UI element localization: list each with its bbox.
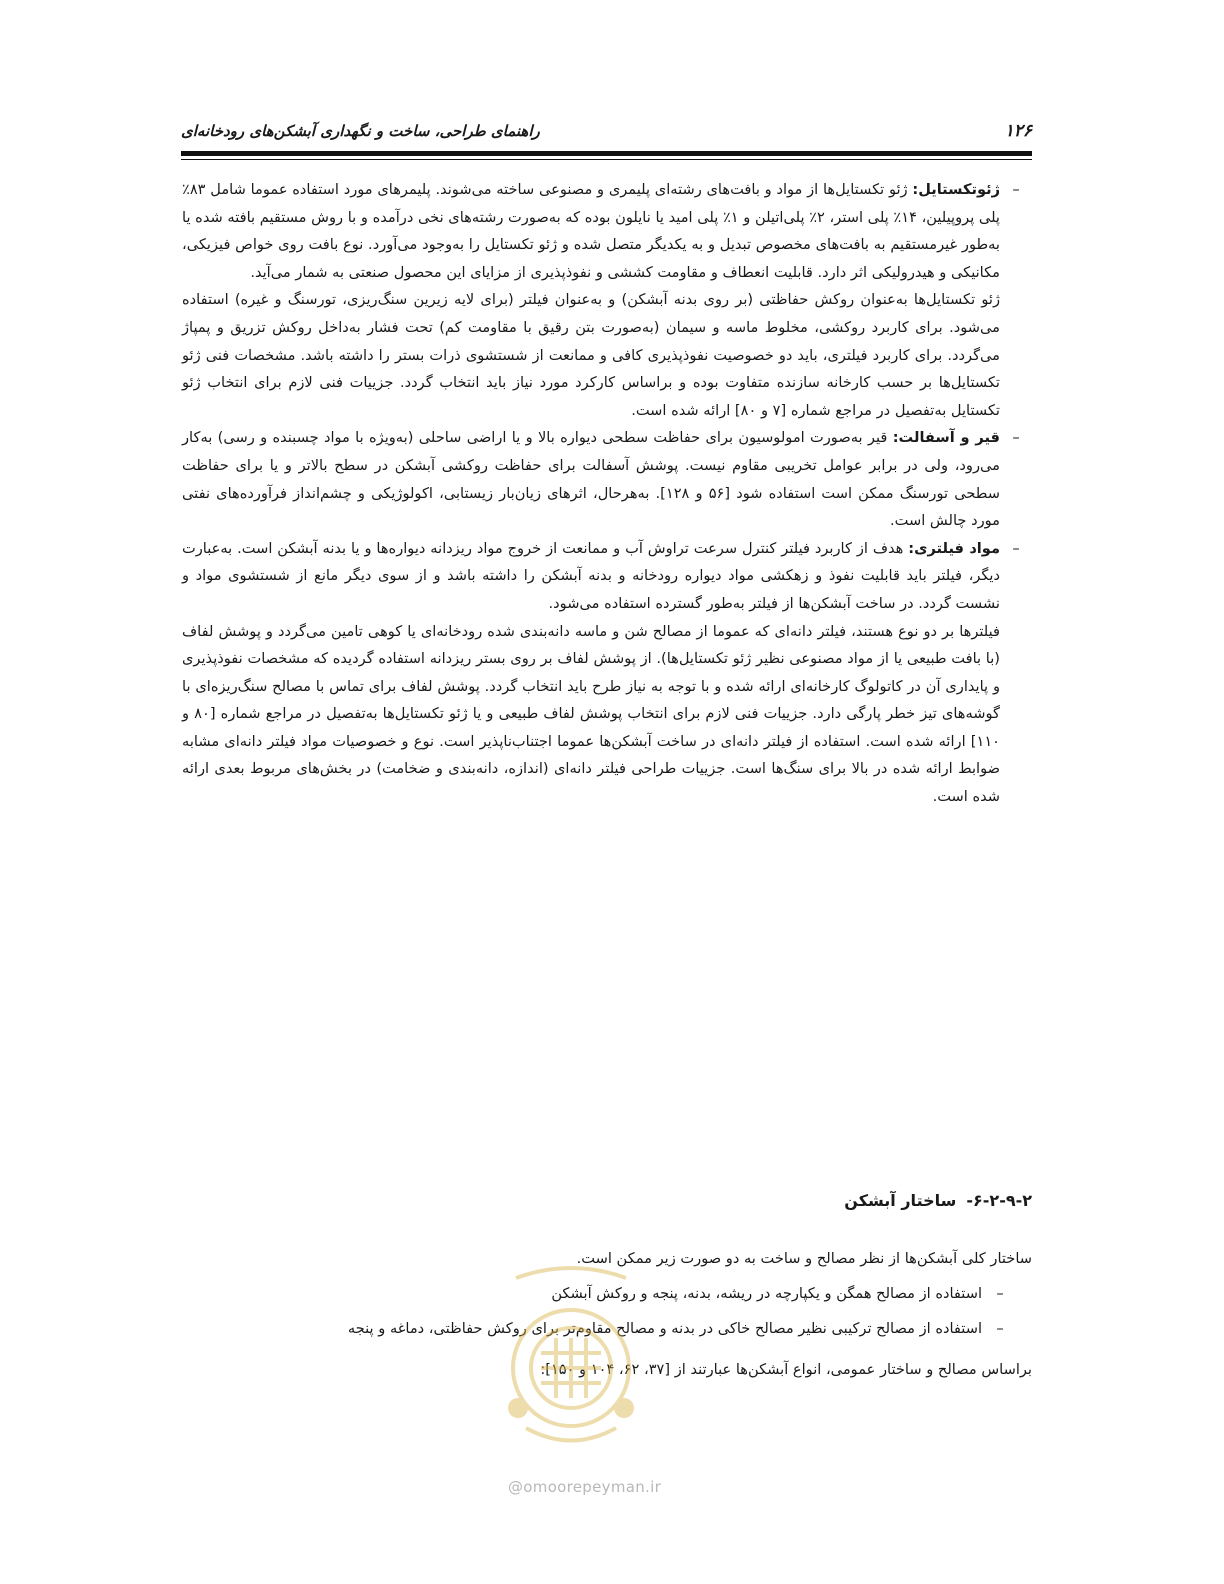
list-item-text: استفاده از مصالح همگن و یکپارچه در ریشه، بدنه، پنجه و روکش آبشکن [551,1285,982,1302]
bullet-dash: – [1012,181,1020,198]
section-number: ۶-۲-۹-۲- [966,1191,1032,1210]
list-item-text: استفاده از مصالح ترکیبی نظیر مصالح خاکی در بدنه و مصالح مقاوم‌تر برای روکش حفاظتی، دماغه و پنجه [347,1320,982,1337]
bullet-dash: – [1012,429,1020,447]
paragraph [182,535,1000,618]
section-heading [182,1191,1032,1210]
bullet-term: ژئوتکستایل: [912,181,1000,198]
page-header [181,114,1032,148]
bullet-filter [182,535,1032,618]
section-outro: براساس مصالح و ساختار عمومی، انواع آبشکن‌ها عبارتند از [۳۷، ۶۲، ۱۰۴ و ۱۵۰]: [540,1361,1032,1378]
watermark-logo [496,1258,646,1458]
bullet-text: قیر به‌صورت امولوسیون برای حفاظت سطحی دیواره بالا و یا اراضی ساحلی (به‌ویژه با مواد چسبنده و رسی) به‌کار می‌رود، ولی در برابر عوامل تخریبی مقاوم نیست. پوشش آسفالت برای حفاظت روکشی آبشکن در سطح بالاتر و یا برای حفاظت سطحی تورسنگ ممکن است استفاده شود [۵۶ و ۱۲۸]. به‌هرحال، اثرهای زیان‌بار زیستابی، اکولوژیکی و چشم‌انداز فرآورده‌های نفتی مورد چالش است. [182,429,1000,530]
bullet-dash: – [1012,539,1020,557]
bullet-term: مواد فیلتری: [908,539,1000,557]
bullet-text: هدف از کاربرد فیلتر کنترل سرعت تراوش آب و ممانعت از خروج مواد ریزدانه دیواره‌ها و یا بدنه آبشکن است. به‌عبارت دیگر، فیلتر باید قابلیت نفوذ و زهکشی مواد دیواره رودخانه و بدنه آبشکن را داشته باشد و از سوی دیگر مانع از شستشوی مواد و نشست گردد. در ساخت آبشکن‌ها از فیلتر به‌طور گسترده استفاده می‌شود. [182,539,1000,612]
list-dash: – [996,1320,1004,1337]
paragraph-continuation: فیلترها بر دو نوع هستند، فیلتر دانه‌ای که عموما از مصالح شن و ماسه دانه‌بندی شده رودخانه‌ای یا کوهی تامین می‌گردد و پوشش لفاف (با بافت طبیعی یا از مواد مصنوعی نظیر ژئو تکستایل‌ها). از پوشش لفاف بر روی بستر ریزدانه استفاده گردیده که مشخصات نفوذپذیری و پایداری آن در کاتولوگ کارخانه‌ای ارائه شده و با توجه به نیاز طرح باید انتخاب گردد. پوشش لفاف برای تماس با مصالح سنگ‌ریزه‌ای با گوشه‌های تیز خطر پارگی دارد. جزییات فنی لازم برای انتخاب پوشش لفاف طبیعی و یا ژئو تکستایل‌ها به‌تفصیل در مراجع شماره [۸۰ و ۱۱۰] ارائه شده است. استفاده از فیلتر دانه‌ای در ساخت آبشکن‌ها عموما اجتناب‌ناپذیر است. نوع و خصوصیات مواد فیلتر دانه‌ای مشابه ضوابط ارائه شده در بالا برای سنگ‌ها است. جزییات طراحی فیلتر دانه‌ای (اندازه، دانه‌بندی و ضخامت) در بخش‌های مربوط بعدی ارائه شده است. [182,622,1000,806]
body-text [182,176,1032,811]
bullet-text: ژئو تکستایل‌ها از مواد و بافت‌های رشته‌ای پلیمری و مصنوعی ساخته می‌شوند. پلیمرهای مورد استفاده عموما شامل ۸۳٪ پلی پروپیلین، ۱۴٪ پلی استر، ۲٪ پلی‌اتیلن و ۱٪ پلی امید یا نایلون بوده که به‌صورت رشته‌های نخی درآمده و با روش مستقیم بافته شده یا به‌طور غیرمستقیم به بافت‌های مخصوص تبدیل و به یکدیگر متصل شده و ژئو تکستایل را به‌وجود می‌آورد. نوع بافت روی خواص فیزیکی، مکانیکی و هیدرولیکی اثر دارد. قابلیت انعطاف و مقاومت کششی و نفوذپذیری از مزایای این محصول صنعتی به شمار می‌آید. [182,181,1000,281]
bullet-geotextile [182,176,1032,286]
section-intro: ساختار کلی آبشکن‌ها از نظر مصالح و ساخت به دو صورت زیر ممکن است. [576,1250,1032,1267]
page-number: ۱۲۶ [1004,121,1032,141]
paragraph [182,176,1000,286]
paragraph-continuation: ژئو تکستایل‌ها به‌عنوان روکش حفاظتی (بر روی بدنه آبشکن) و به‌عنوان فیلتر (برای لایه زیرین سنگ‌ریزی، تورسنگ و غیره) استفاده می‌شود. برای کاربرد روکشی، مخلوط ماسه و سیمان (به‌صورت بتن رقیق با مقاومت کم) تحت فشار به‌داخل روکش تزریق و پمپاژ می‌گردد. برای کاربرد فیلتری، باید دو خصوصیت نفوذپذیری کافی و ممانعت از شستشوی ذرات بستر را داشته باشد. مشخصات فنی ژئو تکستایل‌ها بر حسب کارخانه سازنده متفاوت بوده و براساس کارکرد مورد نیاز باید انتخاب گردد. جزییات فنی لازم برای انتخاب ژئو تکستایل به‌تفصیل در مراجع شماره [۷ و ۸۰] ارائه شده است. [182,291,1000,419]
running-title: راهنمای طراحی، ساخت و نگهداری آبشکن‌های رودخانه‌ای [181,122,540,140]
bullet-bitumen [182,424,1032,534]
list-dash: – [996,1285,1004,1302]
watermark-site: @omoorepeyman.ir [508,1478,662,1496]
section-title: ساختار آبشکن [844,1191,957,1210]
header-rule-thick [181,151,1032,156]
bullet-term: قیر و آسفالت: [892,429,1000,447]
paragraph [182,424,1000,534]
header-rule-thin [181,159,1032,160]
